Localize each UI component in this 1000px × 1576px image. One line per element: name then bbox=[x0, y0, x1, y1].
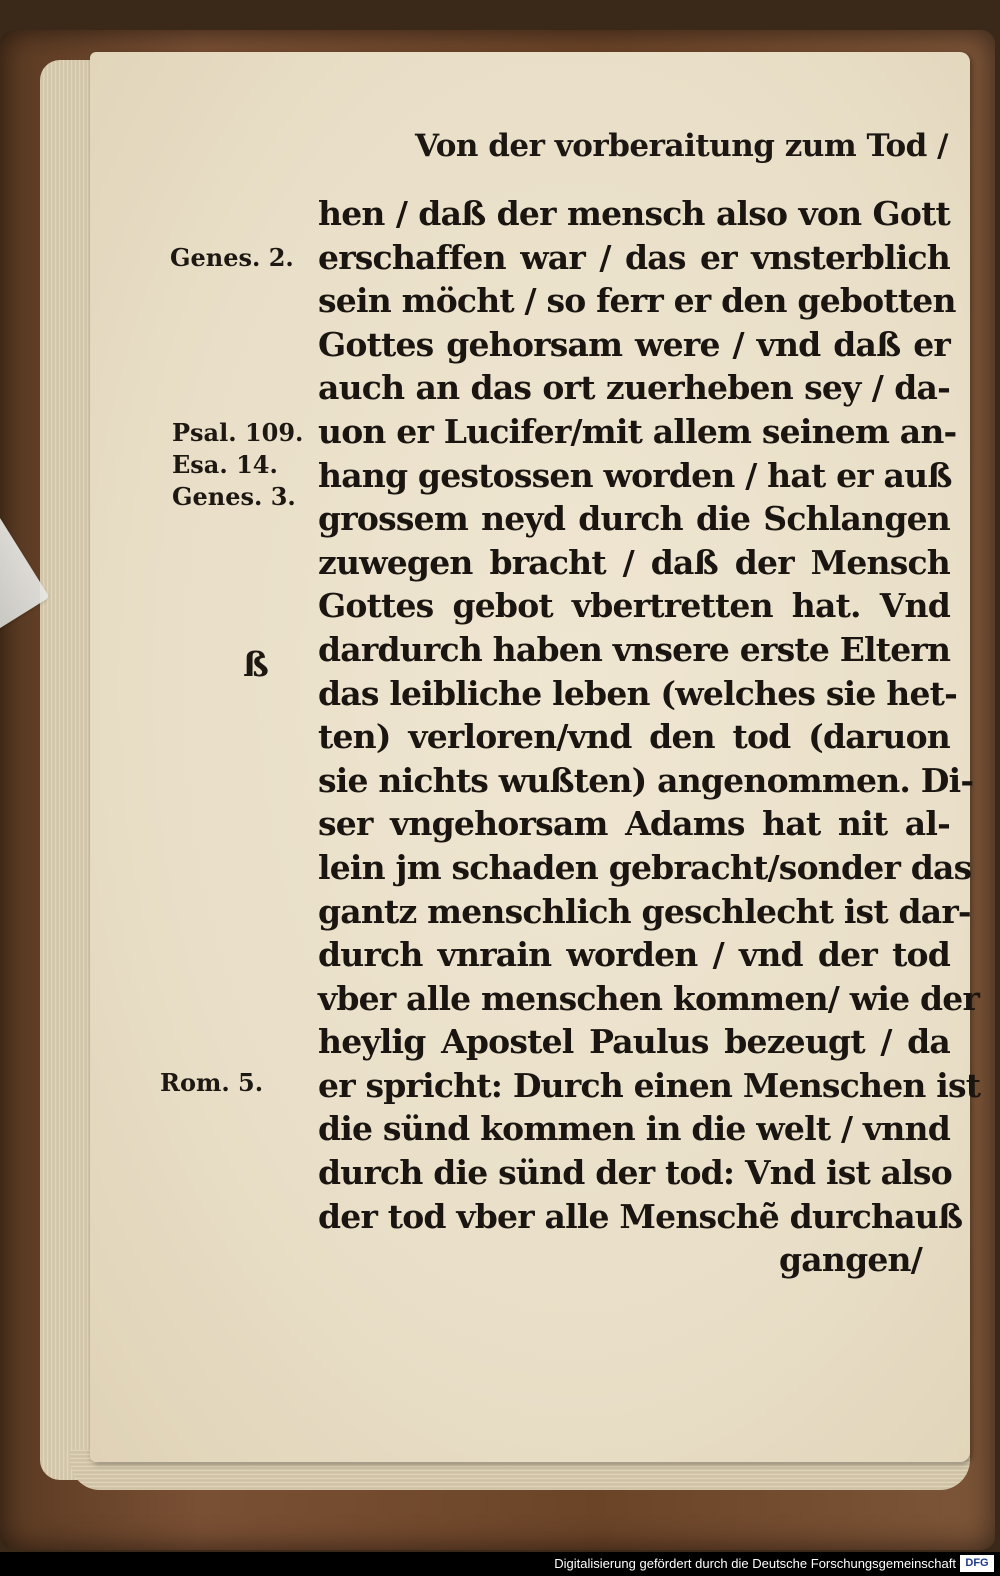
text-line: durch die sünd der tod: Vnd ist also bbox=[318, 1153, 952, 1193]
margin-note-genes-3: Genes. 3. bbox=[172, 482, 296, 511]
text-line: das leibliche leben (welches sie het- bbox=[318, 673, 958, 713]
text-line: dardurch haben vnsere erste Eltern bbox=[318, 629, 951, 669]
text-line: grossem neyd durch die Schlangen bbox=[318, 499, 950, 539]
text-line: gantz menschlich geschlecht ist dar- bbox=[318, 891, 971, 931]
footer-credit: Digitalisierung gefördert durch die Deutsche Forschungsgemeinschaft bbox=[554, 1556, 956, 1571]
text-line: heylig Apostel Paulus bezeugt / da bbox=[318, 1022, 950, 1062]
body-text bbox=[318, 192, 981, 1282]
text-line: lein jm schaden gebracht/sonder das bbox=[318, 847, 972, 887]
text-line-catchword: gangen/ bbox=[779, 1240, 922, 1280]
text-line: uon er Lucifer/mit allem seinem an- bbox=[318, 411, 957, 451]
text-line: ten) verloren/vnd den tod (daruon bbox=[318, 717, 950, 757]
text-line: der tod vber alle Menschẽ durchauß bbox=[318, 1196, 963, 1236]
text-line: Gottes gehorsam were / vnd daß er bbox=[318, 324, 950, 364]
text-line: Gottes gebot vbertretten hat. Vnd bbox=[318, 586, 950, 626]
text-line: zuwegen bracht / daß der Mensch bbox=[318, 542, 950, 582]
margin-note-genes-2: Genes. 2. bbox=[170, 243, 294, 272]
text-line: durch vnrain worden / vnd der tod bbox=[318, 935, 950, 975]
margin-note-rom: Rom. 5. bbox=[160, 1068, 264, 1097]
digitization-footer bbox=[0, 1552, 1000, 1576]
margin-note-esa: Esa. 14. bbox=[172, 450, 278, 479]
text-line: hang gestossen worden / hat er auß bbox=[318, 455, 952, 495]
text-line: ser vngehorsam Adams hat nit al- bbox=[318, 804, 950, 844]
margin-mark-glyph: ß bbox=[243, 645, 269, 685]
text-line: vber alle menschen kommen/ wie der bbox=[318, 978, 980, 1018]
text-line: auch an das ort zuerheben sey / da- bbox=[318, 368, 950, 408]
text-line: die sünd kommen in die welt / vnnd bbox=[318, 1109, 950, 1149]
text-line: hen / daß der mensch also von Gott bbox=[318, 194, 950, 233]
text-line: sie nichts wußten) angenommen. Di- bbox=[318, 760, 974, 800]
text-line: sein möcht / so ferr er den gebotten bbox=[318, 281, 956, 321]
running-head: Von der vorberaitung zum Tod / bbox=[415, 128, 948, 164]
margin-note-psal: Psal. 109. bbox=[172, 418, 304, 447]
dfg-logo: DFG bbox=[960, 1555, 994, 1572]
text-line: erschaffen war / das er vnsterblich bbox=[318, 237, 950, 277]
text-line: er spricht: Durch einen Menschen ist bbox=[318, 1065, 981, 1105]
